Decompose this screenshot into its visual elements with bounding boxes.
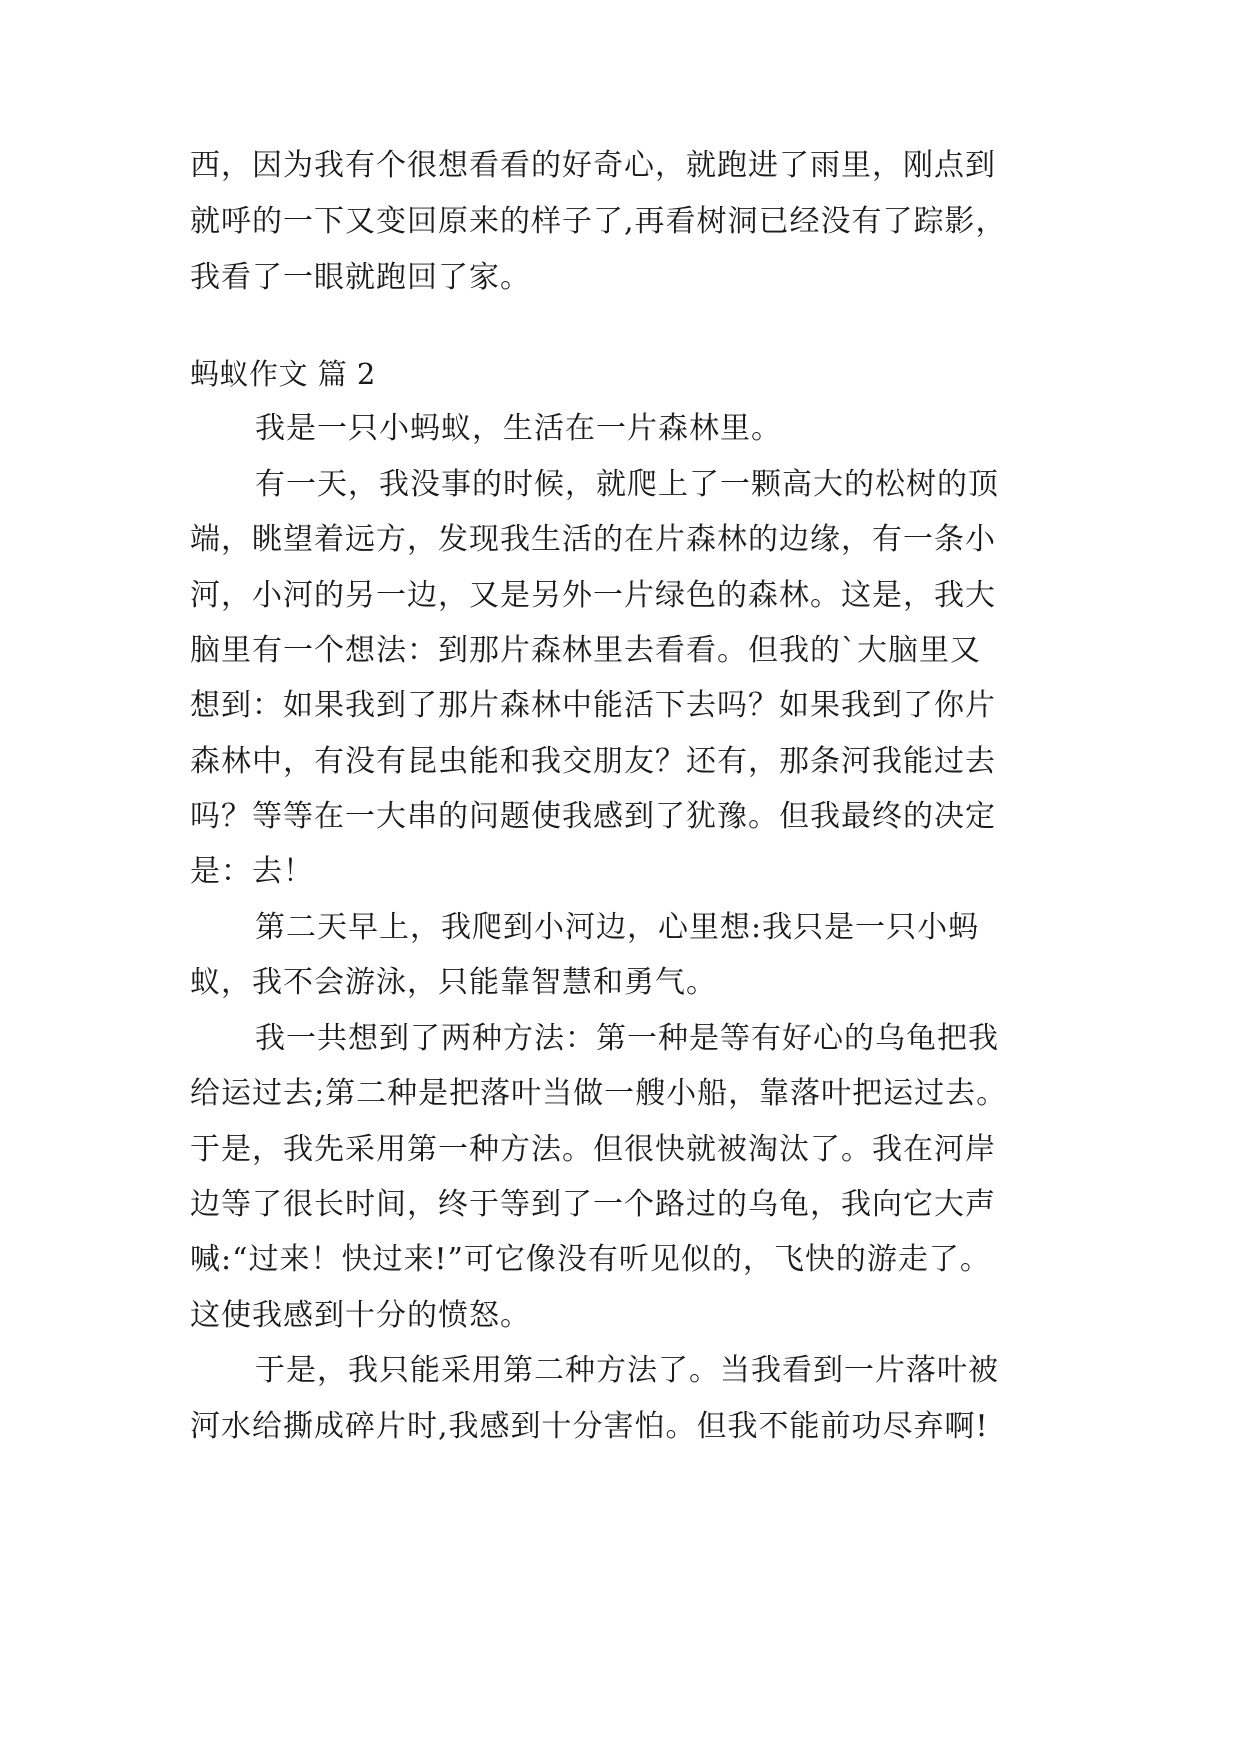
- paragraph-line: 想到：如果我到了那片森林中能活下去吗？如果我到了你片: [190, 688, 996, 723]
- paragraph-line: 这使我感到十分的愤怒。: [190, 1298, 531, 1333]
- text-line: 西，因为我有个很想看看的好奇心，就跑进了雨里，刚点到: [190, 148, 996, 183]
- paragraph-line: 有一天，我没事的时候，就爬上了一颗高大的松树的顶: [255, 467, 999, 502]
- paragraph-line: 森林中，有没有昆虫能和我交朋友？还有，那条河我能过去: [190, 744, 996, 779]
- paragraph-line: 边等了很长时间，终于等到了一个路过的乌龟，我向它大声: [190, 1187, 996, 1222]
- paragraph-line: 我一共想到了两种方法：第一种是等有好心的乌龟把我: [255, 1021, 999, 1056]
- paragraph-line: 河，小河的另一边，又是另外一片绿色的森林。这是，我大: [190, 578, 996, 613]
- paragraph-line: 是：去！: [190, 854, 314, 889]
- paragraph-line: 喊:“过来！快过来!”可它像没有听见似的，飞快的游走了。: [190, 1242, 991, 1277]
- paragraph-line: 河水给撕成碎片时,我感到十分害怕。但我不能前功尽弃啊!: [190, 1409, 989, 1444]
- paragraph-line: 于是，我只能采用第二种方法了。当我看到一片落叶被: [255, 1353, 999, 1388]
- paragraph-line: 我是一只小蚂蚁，生活在一片森林里。: [255, 411, 782, 446]
- paragraph-line: 给运过去;第二种是把落叶当做一艘小船，靠落叶把运过去。: [190, 1076, 1008, 1111]
- paragraph-line: 端，眺望着远方，发现我生活的在片森林的边缘，有一条小: [190, 522, 996, 557]
- text-line: 就呼的一下又变回原来的样子了,再看树洞已经没有了踪影，: [190, 204, 1007, 239]
- paragraph-line: 于是，我先采用第一种方法。但很快就被淘汰了。我在河岸: [190, 1132, 996, 1167]
- section-title: 蚂蚁作文 篇 2: [190, 357, 376, 391]
- paragraph-line: 蚁，我不会游泳，只能靠智慧和勇气。: [190, 965, 717, 1000]
- paragraph-line: 脑里有一个想法：到那片森林里去看看。但我的`大脑里又: [190, 633, 981, 668]
- paragraph-line: 吗？等等在一大串的问题使我感到了犹豫。但我最终的决定: [190, 799, 996, 834]
- paragraph-line: 第二天早上，我爬到小河边，心里想:我只是一只小蚂: [255, 910, 980, 945]
- text-line: 我看了一眼就跑回了家。: [190, 260, 531, 295]
